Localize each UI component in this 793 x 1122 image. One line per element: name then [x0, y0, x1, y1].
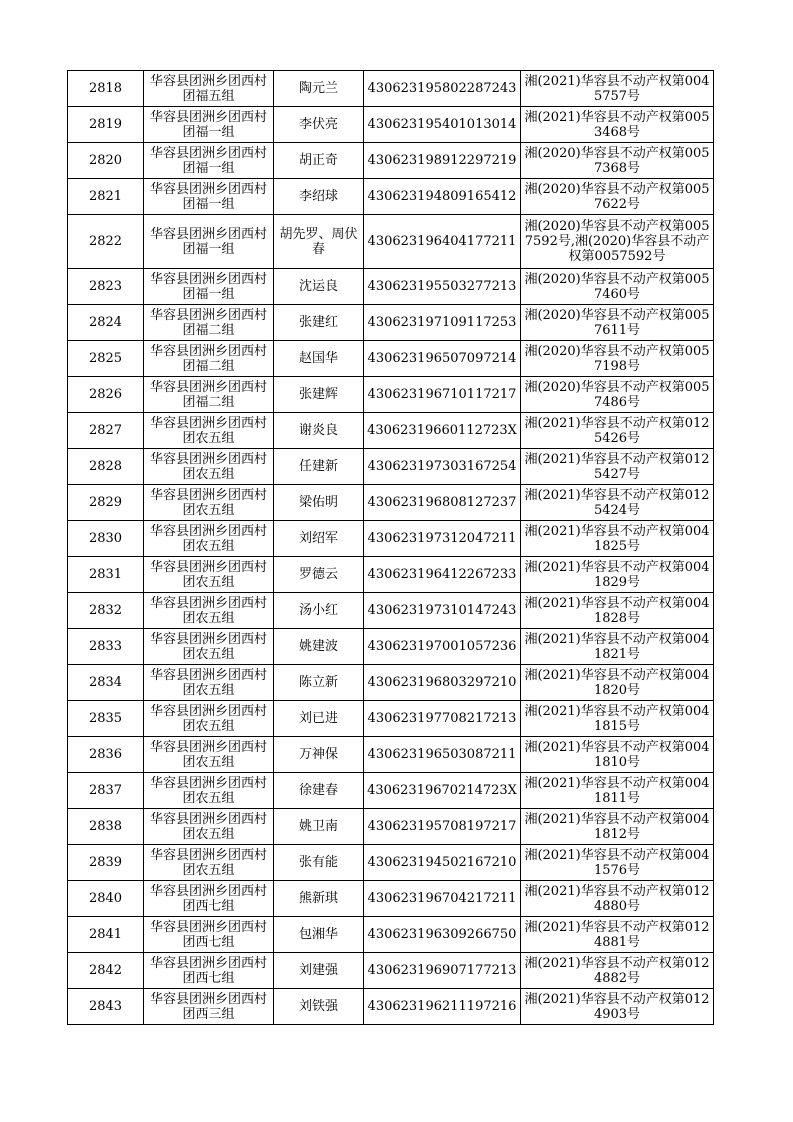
location-cell: 华容县团洲乡团西村团农五组: [144, 665, 274, 701]
row-number-cell: 2838: [68, 809, 144, 845]
row-number-cell: 2827: [68, 413, 144, 449]
certificate-cell: 湘(2021)华容县不动产权第0041829号: [521, 557, 714, 593]
id-number-cell: 430623196503087211: [364, 737, 521, 773]
id-number-cell: 430623197310147243: [364, 593, 521, 629]
id-number-cell: 430623195802287243: [364, 71, 521, 107]
table-row: [68, 341, 714, 377]
location-cell: 华容县团洲乡团西村团福五组: [144, 71, 274, 107]
table-row: [68, 845, 714, 881]
row-number-cell: 2831: [68, 557, 144, 593]
row-number-cell: 2839: [68, 845, 144, 881]
certificate-cell: 湘(2021)华容县不动产权第0124903号: [521, 989, 714, 1025]
row-number-cell: 2828: [68, 449, 144, 485]
certificate-cell: 湘(2021)华容县不动产权第0041815号: [521, 701, 714, 737]
table-row: [68, 665, 714, 701]
owner-name-cell: 陶元兰: [274, 71, 364, 107]
row-number-cell: 2818: [68, 71, 144, 107]
owner-name-cell: 任建新: [274, 449, 364, 485]
location-cell: 华容县团洲乡团西村团农五组: [144, 413, 274, 449]
owner-name-cell: 刘铁强: [274, 989, 364, 1025]
row-number-cell: 2825: [68, 341, 144, 377]
certificate-cell: 湘(2021)华容县不动产权第0124881号: [521, 917, 714, 953]
certificate-cell: 湘(2021)华容县不动产权第0041811号: [521, 773, 714, 809]
location-cell: 华容县团洲乡团西村团农五组: [144, 629, 274, 665]
table-row: [68, 809, 714, 845]
row-number-cell: 2833: [68, 629, 144, 665]
certificate-cell: 湘(2020)华容县不动产权第0057622号: [521, 179, 714, 215]
id-number-cell: 430623196507097214: [364, 341, 521, 377]
id-number-cell: 430623197109117253: [364, 305, 521, 341]
row-number-cell: 2834: [68, 665, 144, 701]
location-cell: 华容县团洲乡团西村团农五组: [144, 593, 274, 629]
location-cell: 华容县团洲乡团西村团福一组: [144, 215, 274, 269]
certificate-cell: 湘(2021)华容县不动产权第0125426号: [521, 413, 714, 449]
location-cell: 华容县团洲乡团西村团福一组: [144, 269, 274, 305]
row-number-cell: 2841: [68, 917, 144, 953]
owner-name-cell: 张有能: [274, 845, 364, 881]
location-cell: 华容县团洲乡团西村团西七组: [144, 953, 274, 989]
row-number-cell: 2835: [68, 701, 144, 737]
table-row: [68, 701, 714, 737]
id-number-cell: 430623197708217213: [364, 701, 521, 737]
location-cell: 华容县团洲乡团西村团农五组: [144, 737, 274, 773]
owner-name-cell: 姚卫南: [274, 809, 364, 845]
id-number-cell: 430623196803297210: [364, 665, 521, 701]
row-number-cell: 2840: [68, 881, 144, 917]
row-number-cell: 2829: [68, 485, 144, 521]
table-row: [68, 557, 714, 593]
certificate-cell: 湘(2021)华容县不动产权第0125424号: [521, 485, 714, 521]
location-cell: 华容县团洲乡团西村团农五组: [144, 449, 274, 485]
certificate-cell: 湘(2021)华容县不动产权第0041810号: [521, 737, 714, 773]
row-number-cell: 2820: [68, 143, 144, 179]
id-number-cell: 430623196907177213: [364, 953, 521, 989]
row-number-cell: 2830: [68, 521, 144, 557]
location-cell: 华容县团洲乡团西村团西三组: [144, 989, 274, 1025]
row-number-cell: 2821: [68, 179, 144, 215]
row-number-cell: 2823: [68, 269, 144, 305]
certificate-cell: 湘(2020)华容县不动产权第0057486号: [521, 377, 714, 413]
certificate-cell: 湘(2020)华容县不动产权第0057198号: [521, 341, 714, 377]
row-number-cell: 2843: [68, 989, 144, 1025]
table-row: [68, 179, 714, 215]
id-number-cell: 430623196412267233: [364, 557, 521, 593]
certificate-cell: 湘(2021)华容县不动产权第0124880号: [521, 881, 714, 917]
location-cell: 华容县团洲乡团西村团农五组: [144, 701, 274, 737]
row-number-cell: 2819: [68, 107, 144, 143]
table-row: [68, 143, 714, 179]
row-number-cell: 2842: [68, 953, 144, 989]
owner-name-cell: 刘绍军: [274, 521, 364, 557]
owner-name-cell: 熊新琪: [274, 881, 364, 917]
id-number-cell: 430623198912297219: [364, 143, 521, 179]
table-row: [68, 917, 714, 953]
location-cell: 华容县团洲乡团西村团农五组: [144, 485, 274, 521]
certificate-cell: 湘(2020)华容县不动产权第0057611号: [521, 305, 714, 341]
table-row: [68, 773, 714, 809]
owner-name-cell: 李伏亮: [274, 107, 364, 143]
id-number-cell: 430623196211197216: [364, 989, 521, 1025]
owner-name-cell: 刘已进: [274, 701, 364, 737]
table-row: [68, 521, 714, 557]
location-cell: 华容县团洲乡团西村团福二组: [144, 341, 274, 377]
id-number-cell: 430623196710117217: [364, 377, 521, 413]
location-cell: 华容县团洲乡团西村团西七组: [144, 881, 274, 917]
table-row: [68, 629, 714, 665]
id-number-cell: 430623194502167210: [364, 845, 521, 881]
owner-name-cell: 梁佑明: [274, 485, 364, 521]
id-number-cell: 430623197312047211: [364, 521, 521, 557]
owner-name-cell: 胡正奇: [274, 143, 364, 179]
owner-name-cell: 刘建强: [274, 953, 364, 989]
certificate-cell: 湘(2021)华容县不动产权第0045757号: [521, 71, 714, 107]
location-cell: 华容县团洲乡团西村团福一组: [144, 107, 274, 143]
owner-name-cell: 徐建春: [274, 773, 364, 809]
owner-name-cell: 汤小红: [274, 593, 364, 629]
owner-name-cell: 李绍球: [274, 179, 364, 215]
certificate-cell: 湘(2021)华容县不动产权第0041825号: [521, 521, 714, 557]
certificate-cell: 湘(2020)华容县不动产权第0057368号: [521, 143, 714, 179]
owner-name-cell: 沈运良: [274, 269, 364, 305]
table-row: [68, 107, 714, 143]
certificate-cell: 湘(2021)华容县不动产权第0053468号: [521, 107, 714, 143]
owner-name-cell: 万神保: [274, 737, 364, 773]
id-number-cell: 430623195401013014: [364, 107, 521, 143]
records-body: [68, 71, 714, 1025]
id-number-cell: 430623196404177211: [364, 215, 521, 269]
row-number-cell: 2824: [68, 305, 144, 341]
row-number-cell: 2822: [68, 215, 144, 269]
table-row: [68, 881, 714, 917]
table-row: [68, 377, 714, 413]
owner-name-cell: 张建辉: [274, 377, 364, 413]
id-number-cell: 430623196704217211: [364, 881, 521, 917]
location-cell: 华容县团洲乡团西村团福一组: [144, 179, 274, 215]
certificate-cell: 湘(2021)华容县不动产权第0041576号: [521, 845, 714, 881]
table-row: [68, 71, 714, 107]
table-row: [68, 953, 714, 989]
id-number-cell: 430623195503277213: [364, 269, 521, 305]
table-row: [68, 269, 714, 305]
table-row: [68, 215, 714, 269]
id-number-cell: 430623197303167254: [364, 449, 521, 485]
certificate-cell: 湘(2021)华容县不动产权第0041828号: [521, 593, 714, 629]
location-cell: 华容县团洲乡团西村团农五组: [144, 845, 274, 881]
location-cell: 华容县团洲乡团西村团福一组: [144, 143, 274, 179]
table-row: [68, 305, 714, 341]
location-cell: 华容县团洲乡团西村团农五组: [144, 773, 274, 809]
certificate-cell: 湘(2021)华容县不动产权第0041820号: [521, 665, 714, 701]
id-number-cell: 430623197001057236: [364, 629, 521, 665]
id-number-cell: 43062319660112723X: [364, 413, 521, 449]
table-row: [68, 989, 714, 1025]
location-cell: 华容县团洲乡团西村团农五组: [144, 557, 274, 593]
row-number-cell: 2836: [68, 737, 144, 773]
certificate-cell: 湘(2020)华容县不动产权第0057460号: [521, 269, 714, 305]
certificate-cell: 湘(2021)华容县不动产权第0041821号: [521, 629, 714, 665]
owner-name-cell: 赵国华: [274, 341, 364, 377]
owner-name-cell: 姚建波: [274, 629, 364, 665]
owner-name-cell: 罗德云: [274, 557, 364, 593]
table-row: [68, 485, 714, 521]
location-cell: 华容县团洲乡团西村团农五组: [144, 809, 274, 845]
row-number-cell: 2826: [68, 377, 144, 413]
id-number-cell: 430623196808127237: [364, 485, 521, 521]
certificate-cell: 湘(2021)华容县不动产权第0124882号: [521, 953, 714, 989]
certificate-cell: 湘(2021)华容县不动产权第0125427号: [521, 449, 714, 485]
owner-name-cell: 谢炎良: [274, 413, 364, 449]
id-number-cell: 430623194809165412: [364, 179, 521, 215]
id-number-cell: 430623196309266750: [364, 917, 521, 953]
table-row: [68, 449, 714, 485]
table-row: [68, 413, 714, 449]
id-number-cell: 43062319670214723X: [364, 773, 521, 809]
owner-name-cell: 包湘华: [274, 917, 364, 953]
id-number-cell: 430623195708197217: [364, 809, 521, 845]
location-cell: 华容县团洲乡团西村团福二组: [144, 305, 274, 341]
table-row: [68, 737, 714, 773]
certificate-cell: 湘(2021)华容县不动产权第0041812号: [521, 809, 714, 845]
records-table: [67, 70, 714, 1025]
row-number-cell: 2832: [68, 593, 144, 629]
table-row: [68, 593, 714, 629]
location-cell: 华容县团洲乡团西村团福二组: [144, 377, 274, 413]
owner-name-cell: 陈立新: [274, 665, 364, 701]
certificate-cell: 湘(2020)华容县不动产权第0057592号,湘(2020)华容县不动产权第0057592号: [521, 215, 714, 269]
owner-name-cell: 胡先罗、周伏春: [274, 215, 364, 269]
row-number-cell: 2837: [68, 773, 144, 809]
owner-name-cell: 张建红: [274, 305, 364, 341]
location-cell: 华容县团洲乡团西村团西七组: [144, 917, 274, 953]
location-cell: 华容县团洲乡团西村团农五组: [144, 521, 274, 557]
